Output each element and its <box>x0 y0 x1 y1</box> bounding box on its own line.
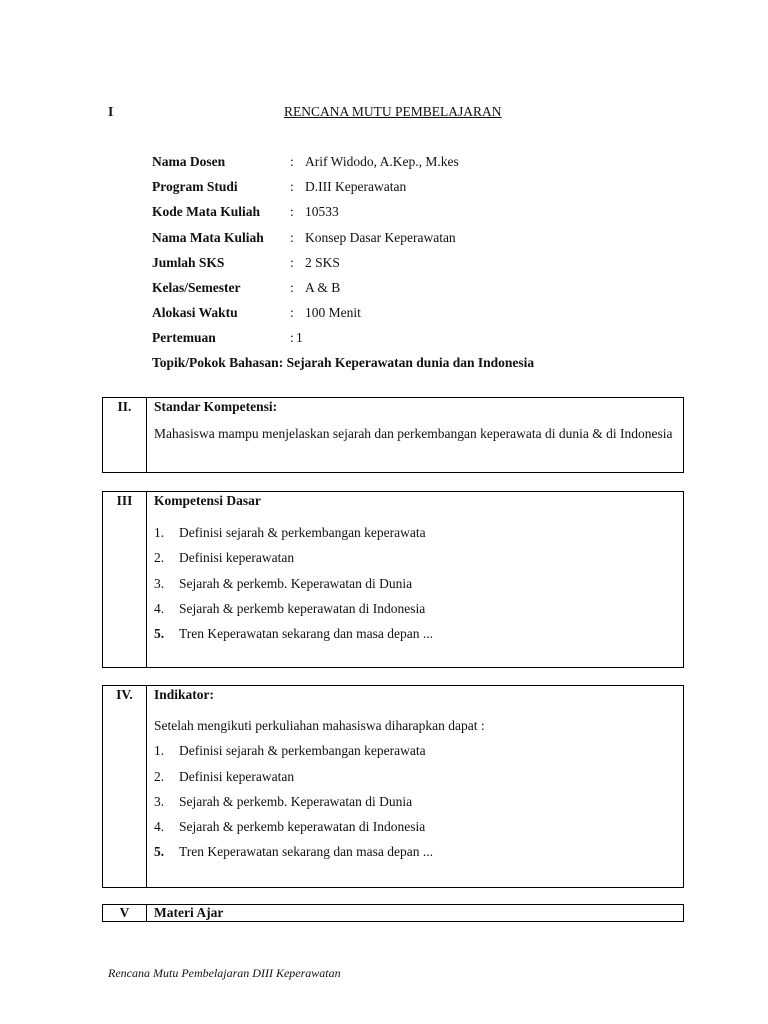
info-colon: : <box>290 305 294 321</box>
section-number-cell: III <box>103 492 147 667</box>
info-label: Kelas/Semester <box>152 279 241 295</box>
list-item: 3. Sejarah & perkemb. Keperawatan di Dunia <box>154 575 413 591</box>
info-label: Jumlah SKS <box>152 254 225 270</box>
section-content <box>154 687 677 869</box>
info-colon: : <box>290 154 294 169</box>
info-value: 2 SKS <box>305 254 340 270</box>
section-content <box>154 399 677 446</box>
section-heading: Materi Ajar <box>154 905 224 920</box>
info-label: Alokasi Waktu <box>152 305 238 321</box>
section-indikator <box>102 685 684 888</box>
info-colon: : <box>290 204 294 220</box>
document-title: RENCANA MUTU PEMBELAJARAN <box>284 104 502 119</box>
section-materi-ajar <box>102 904 684 922</box>
kompetensi-list <box>154 524 677 650</box>
topic-line: Topik/Pokok Bahasan: Sejarah Keperawatan dunia dan Indonesia <box>152 355 535 370</box>
info-colon: : <box>290 254 294 270</box>
list-item: 5. Tren Keperawatan sekarang dan masa depan ... <box>154 626 434 642</box>
section-content <box>154 493 677 650</box>
section-heading: Standar Kompetensi: <box>154 399 278 414</box>
info-value: Arif Widodo, A.Kep., M.kes <box>305 154 459 169</box>
section-kompetensi-dasar <box>102 491 684 668</box>
list-item: 4. Sejarah & perkemb keperawatan di Indonesia <box>154 819 426 835</box>
list-item: 1. Definisi sejarah & perkembangan keperawata <box>154 743 426 759</box>
info-label: Nama Mata Kuliah <box>152 229 264 245</box>
info-colon: : <box>290 179 294 195</box>
section-standar-kompetensi <box>102 397 684 473</box>
info-value: 1 <box>296 330 303 346</box>
section-number: I <box>108 104 114 119</box>
info-value: 10533 <box>305 204 339 220</box>
title-row <box>108 104 684 122</box>
info-colon: : <box>290 330 294 346</box>
section-number-cell: IV. <box>103 686 147 887</box>
list-item: 1. Definisi sejarah & perkembangan keperawata <box>154 525 426 540</box>
info-label: Nama Dosen <box>152 154 226 169</box>
info-value: A & B <box>305 279 341 295</box>
list-item: 4. Sejarah & perkemb keperawatan di Indonesia <box>154 600 426 616</box>
indikator-intro: Setelah mengikuti perkuliahan mahasiswa diharapkan dapat : <box>154 718 485 733</box>
section-text: Mahasiswa mampu menjelaskan sejarah dan perkembangan keperawata di dunia & di Indonesia <box>154 426 673 441</box>
indikator-list <box>154 742 677 868</box>
list-item: 2. Definisi keperawatan <box>154 768 295 784</box>
section-heading: Kompetensi Dasar <box>154 493 261 508</box>
section-content <box>154 905 677 921</box>
info-value: Konsep Dasar Keperawatan <box>305 229 456 245</box>
info-colon: : <box>290 279 294 295</box>
info-value: D.III Keperawatan <box>305 179 407 195</box>
section-number-cell: II. <box>103 398 147 472</box>
info-label: Program Studi <box>152 179 238 195</box>
section-number-cell: V <box>103 905 147 921</box>
info-label: Kode Mata Kuliah <box>152 204 261 220</box>
list-item: 5. Tren Keperawatan sekarang dan masa depan ... <box>154 844 434 860</box>
list-item: 2. Definisi keperawatan <box>154 550 295 566</box>
page-footer: Rencana Mutu Pembelajaran DIII Keperawatan <box>108 966 341 980</box>
section-heading: Indikator: <box>154 687 215 702</box>
info-value: 100 Menit <box>305 305 361 321</box>
list-item: 3. Sejarah & perkemb. Keperawatan di Dunia <box>154 793 413 809</box>
info-colon: : <box>290 229 294 245</box>
info-label: Pertemuan <box>152 330 216 346</box>
